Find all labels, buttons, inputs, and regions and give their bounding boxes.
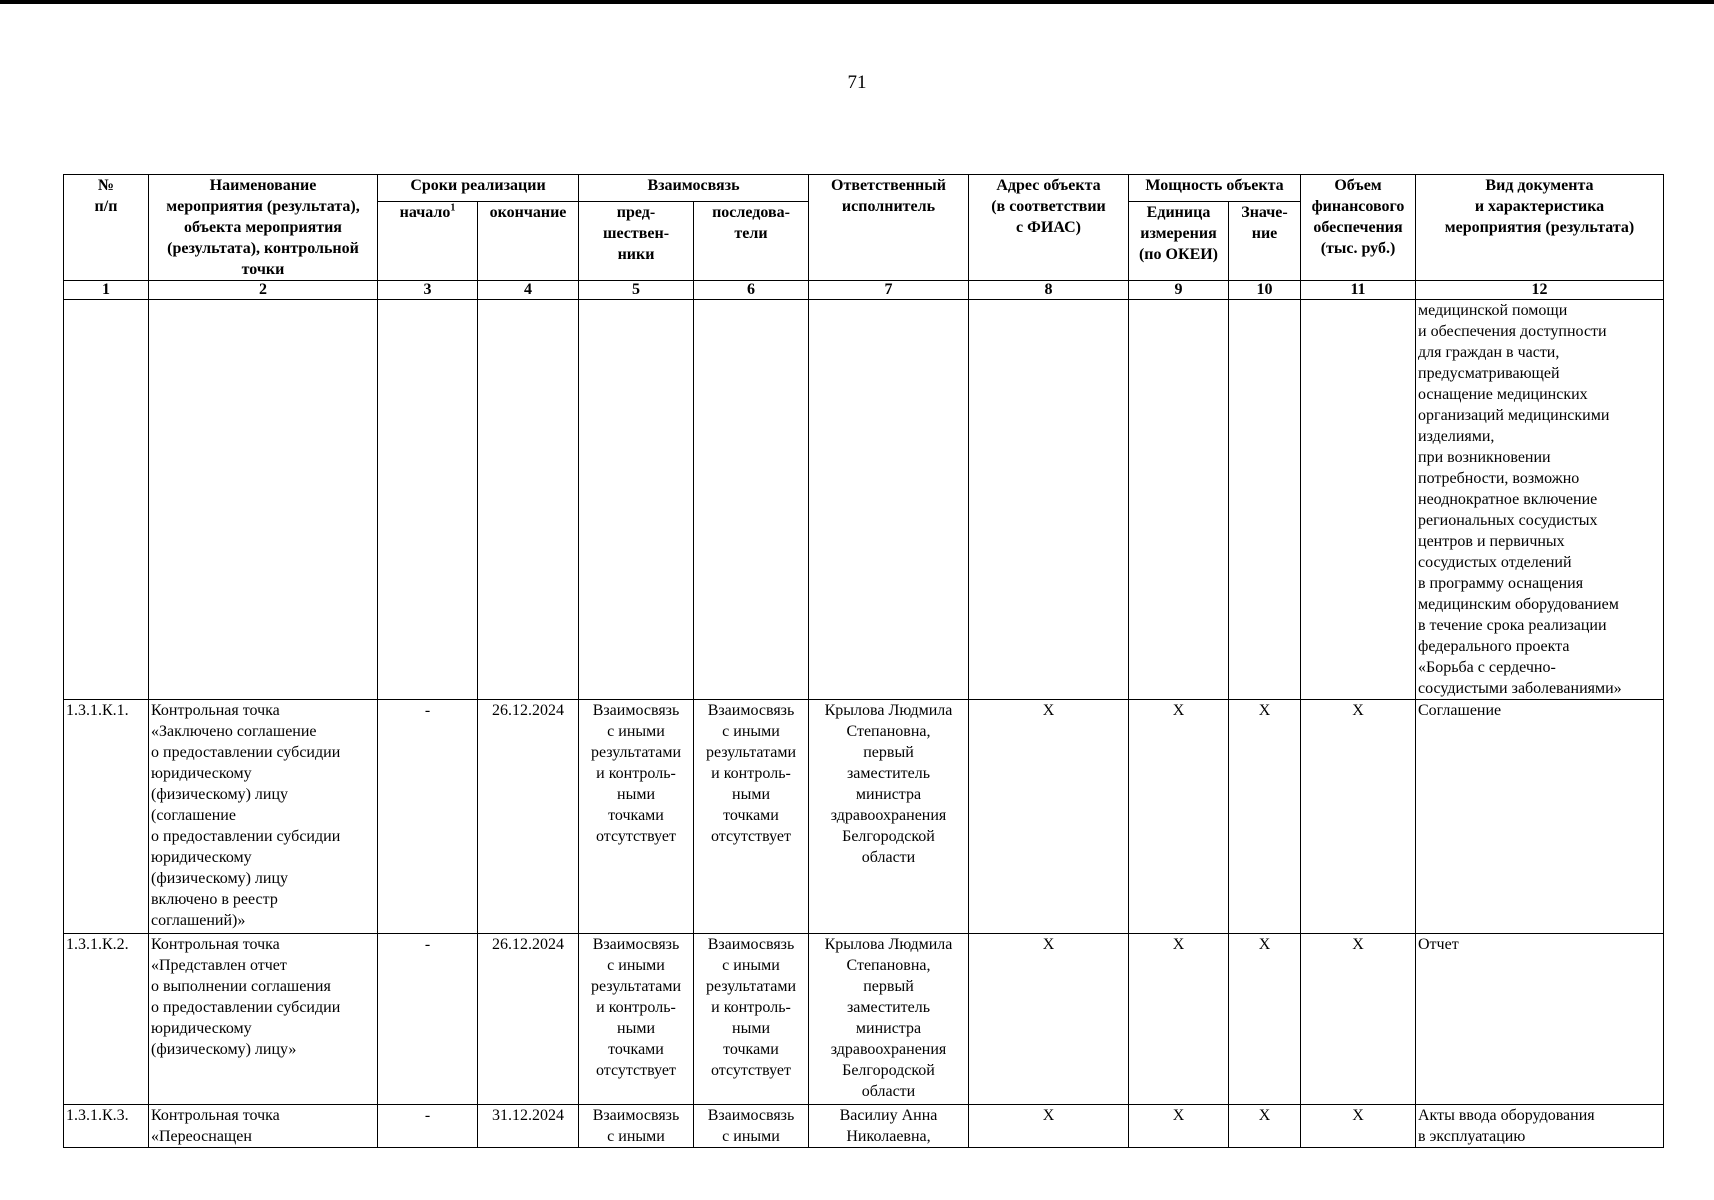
column-number: 4	[478, 281, 579, 300]
row-doc: Соглашение	[1416, 700, 1664, 934]
row-end: 26.12.2024	[478, 700, 579, 934]
header-value: Значе- ние	[1229, 202, 1301, 281]
header-end: окончание	[478, 202, 579, 281]
header-name: Наименование мероприятия (результата), объекта мероприятия (результата), контрольной точки	[149, 175, 378, 281]
header-links: Взаимосвязь	[579, 175, 809, 202]
continuation-row	[64, 300, 1664, 700]
row-id: 1.3.1.К.1.	[64, 700, 149, 934]
header-terms: Сроки реализации	[378, 175, 579, 202]
header-unit: Единица измерения (по ОКЕИ)	[1129, 202, 1229, 281]
row-value: X	[1229, 1105, 1301, 1148]
column-number: 9	[1129, 281, 1229, 300]
column-number: 10	[1229, 281, 1301, 300]
column-number: 8	[969, 281, 1129, 300]
row-successors: Взаимосвязь с иными результатами и контроль- ными точками отсутствует	[694, 700, 809, 934]
row-end: 31.12.2024	[478, 1105, 579, 1148]
row-funding: X	[1301, 1105, 1416, 1148]
row-name: Контрольная точка «Заключено соглашение о предоставлении субсидии юридическому (физическому) лицу (соглашение о предоставлении субсидии юридическому (физическому) лицу включено в реестр соглашений)»	[149, 700, 378, 934]
header-row-1	[64, 175, 1664, 202]
table-row	[64, 1105, 1664, 1148]
header-doc-type: Вид документа и характеристика мероприятия (результата)	[1416, 175, 1664, 281]
header-responsible: Ответственный исполнитель	[809, 175, 969, 281]
column-number: 6	[694, 281, 809, 300]
header-address: Адрес объекта (в соответствии с ФИАС)	[969, 175, 1129, 281]
header-num: № п/п	[64, 175, 149, 281]
row-responsible: Василиу Анна Николаевна,	[809, 1105, 969, 1148]
header-successors: последова- тели	[694, 202, 809, 281]
row-predecessors: Взаимосвязь с иными	[579, 1105, 694, 1148]
header-predecessors: пред- шествен- ники	[579, 202, 694, 281]
row-unit: X	[1129, 934, 1229, 1105]
column-number: 2	[149, 281, 378, 300]
column-number: 3	[378, 281, 478, 300]
row-id: 1.3.1.К.3.	[64, 1105, 149, 1148]
row-funding: X	[1301, 700, 1416, 934]
row-responsible: Крылова Людмила Степановна, первый заместитель министра здравоохранения Белгородской области	[809, 700, 969, 934]
header-start	[378, 202, 478, 281]
row-doc: Акты ввода оборудования в эксплуатацию	[1416, 1105, 1664, 1148]
table-row	[64, 700, 1664, 934]
continuation-doc-text: медицинской помощи и обеспечения доступности для граждан в части, предусматривающей оснащение медицинских организаций медицинскими изделиями, при возникновении потребности, возможно неоднократное включение региональных сосудистых центров и первичных сосудистых отделений в программу оснащения медицинским оборудованием в течение срока реализации федерального проекта «Борьба с сердечно- сосудистыми заболеваниями»	[1416, 300, 1664, 700]
row-value: X	[1229, 934, 1301, 1105]
column-number: 5	[579, 281, 694, 300]
row-id: 1.3.1.К.2.	[64, 934, 149, 1105]
row-funding: X	[1301, 934, 1416, 1105]
row-address: X	[969, 700, 1129, 934]
row-start: -	[378, 934, 478, 1105]
scan-top-edge	[0, 0, 1714, 4]
row-value: X	[1229, 700, 1301, 934]
row-address: X	[969, 1105, 1129, 1148]
page-number: 71	[847, 72, 867, 93]
row-unit: X	[1129, 700, 1229, 934]
column-number: 7	[809, 281, 969, 300]
plan-table	[63, 174, 1664, 1148]
row-doc: Отчет	[1416, 934, 1664, 1105]
row-address: X	[969, 934, 1129, 1105]
header-capacity: Мощность объекта	[1129, 175, 1301, 202]
row-responsible: Крылова Людмила Степановна, первый заместитель министра здравоохранения Белгородской области	[809, 934, 969, 1105]
column-number: 12	[1416, 281, 1664, 300]
row-start: -	[378, 1105, 478, 1148]
header-start-footnote: 1	[450, 202, 456, 214]
row-predecessors: Взаимосвязь с иными результатами и контроль- ными точками отсутствует	[579, 934, 694, 1105]
header-funding: Объем финансового обеспечения (тыс. руб.)	[1301, 175, 1416, 281]
row-unit: X	[1129, 1105, 1229, 1148]
row-start: -	[378, 700, 478, 934]
row-end: 26.12.2024	[478, 934, 579, 1105]
row-successors: Взаимосвязь с иными	[694, 1105, 809, 1148]
header-start-label: начало	[399, 204, 451, 222]
table-row	[64, 934, 1664, 1105]
row-successors: Взаимосвязь с иными результатами и контроль- ными точками отсутствует	[694, 934, 809, 1105]
row-name: Контрольная точка «Представлен отчет о выполнении соглашения о предоставлении субсидии юридическому (физическому) лицу»	[149, 934, 378, 1105]
row-predecessors: Взаимосвязь с иными результатами и контроль- ными точками отсутствует	[579, 700, 694, 934]
column-numbers-row	[64, 281, 1664, 300]
column-number: 11	[1301, 281, 1416, 300]
column-number: 1	[64, 281, 149, 300]
row-name: Контрольная точка «Переоснащен	[149, 1105, 378, 1148]
